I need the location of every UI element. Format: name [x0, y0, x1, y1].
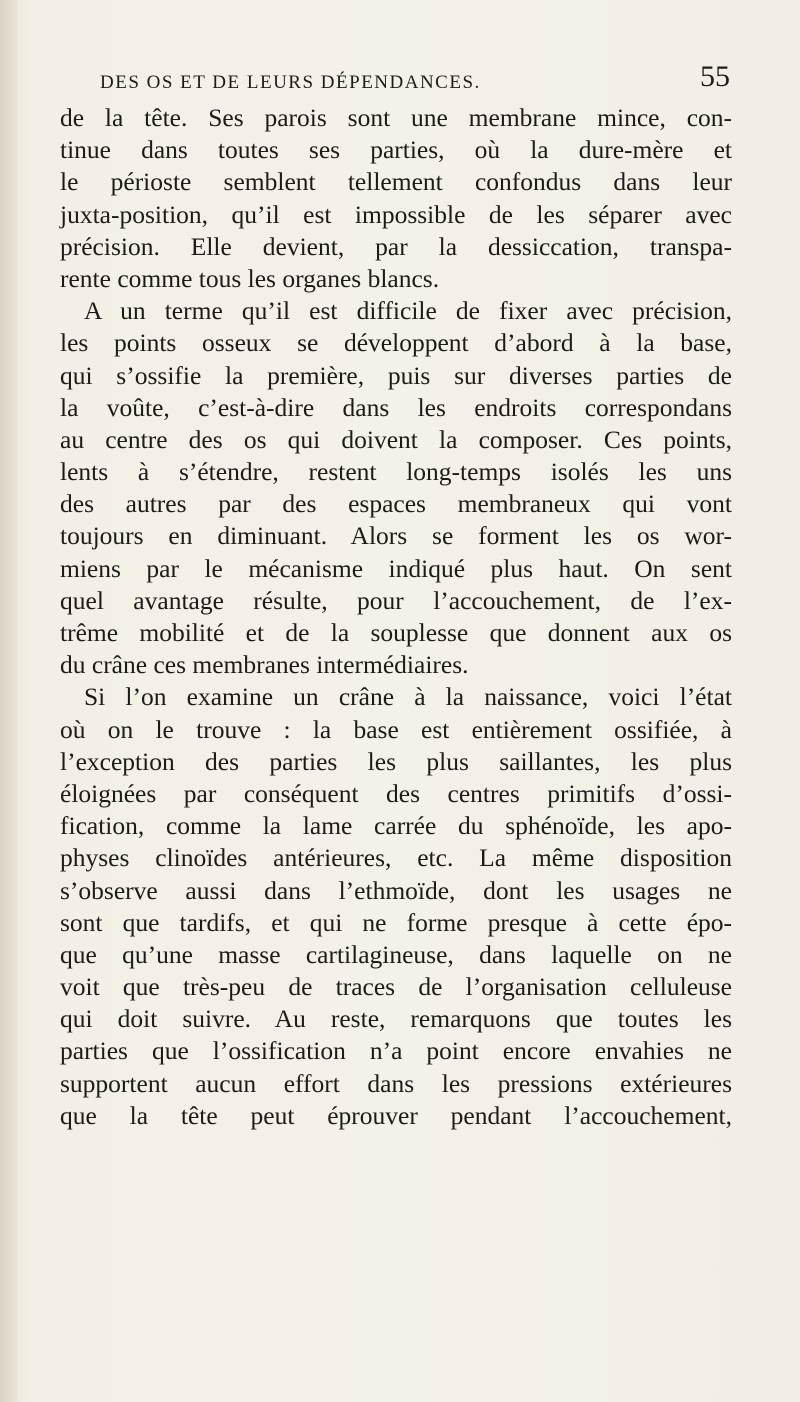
page-binding-edge — [0, 0, 18, 1402]
text-line: Si l’on examine un crâne à la naissance, voici l’état — [84, 682, 732, 712]
text-line: de la tête. Ses parois sont une membrane mince, con- — [60, 103, 732, 132]
text-line: quel avantage résulte, pour l’accouchement, de l’ex- — [60, 585, 732, 615]
text-line: parties que l’ossification n’a point encore envahies ne — [60, 1036, 732, 1066]
text-line: rente comme tous les organes blancs. — [60, 263, 440, 293]
text-line: trême mobilité et de la souplesse que donnent aux os — [60, 618, 732, 647]
text-line: l’exception des parties les plus saillantes, les plus — [60, 746, 732, 776]
text-line: la voûte, c’est-à-dire dans les endroits correspondans — [60, 392, 732, 422]
text-line: que la tête peut éprouver pendant l’accouchement, — [60, 1100, 732, 1130]
text-line: les points osseux se développent d’abord à la base, — [60, 328, 732, 358]
text-line: sont que tardifs, et qui ne forme presque à cette épo- — [60, 907, 732, 937]
text-line: physes clinoïdes antérieures, etc. La même disposition — [60, 843, 732, 873]
text-line: des autres par des espaces membraneux qui vont — [60, 489, 732, 519]
text-line: toujours en diminuant. Alors se forment les os wor- — [60, 521, 732, 551]
text-line: juxta-position, qu’il est impossible de les séparer avec — [60, 199, 732, 229]
text-line: au centre des os qui doivent la composer. Ces points, — [60, 424, 732, 454]
text-line: qui s’ossifie la première, puis sur diverses parties de — [60, 360, 732, 390]
text-line: où on le trouve : la base est entièrement ossifiée, à — [60, 714, 732, 744]
text-line: fication, comme la lame carrée du sphénoïde, les apo- — [60, 811, 732, 841]
text-line: que qu’une masse cartilagineuse, dans laquelle on ne — [60, 939, 732, 969]
text-line: éloignées par conséquent des centres primitifs d’ossi- — [60, 778, 732, 808]
body-text — [60, 102, 732, 1132]
text-line: supportent aucun effort dans les pressions extérieures — [60, 1068, 732, 1098]
page-header — [100, 60, 730, 100]
text-line: voit que très-peu de traces de l’organisation celluleuse — [60, 972, 732, 1002]
text-line: qui doit suivre. Au reste, remarquons que toutes les — [60, 1004, 732, 1034]
text-line: s’observe aussi dans l’ethmoïde, dont les usages ne — [60, 875, 732, 905]
text-line: miens par le mécanisme indiqué plus haut. On sent — [60, 553, 732, 583]
text-line: A un terme qu’il est difficile de fixer avec précision, — [84, 296, 732, 326]
text-line: précision. Elle devient, par la dessiccation, transpa- — [60, 231, 732, 261]
text-line: tinue dans toutes ses parties, où la dure-mère et — [60, 135, 732, 165]
text-line: lents à s’étendre, restent long-temps isolés les uns — [60, 457, 732, 487]
text-line: du crâne ces membranes intermédiaires. — [60, 650, 469, 680]
page-number: 55 — [700, 60, 730, 93]
running-head: DES OS ET DE LEURS DÉPENDANCES. — [100, 72, 481, 93]
text-line: le périoste semblent tellement confondus dans leur — [60, 167, 732, 197]
